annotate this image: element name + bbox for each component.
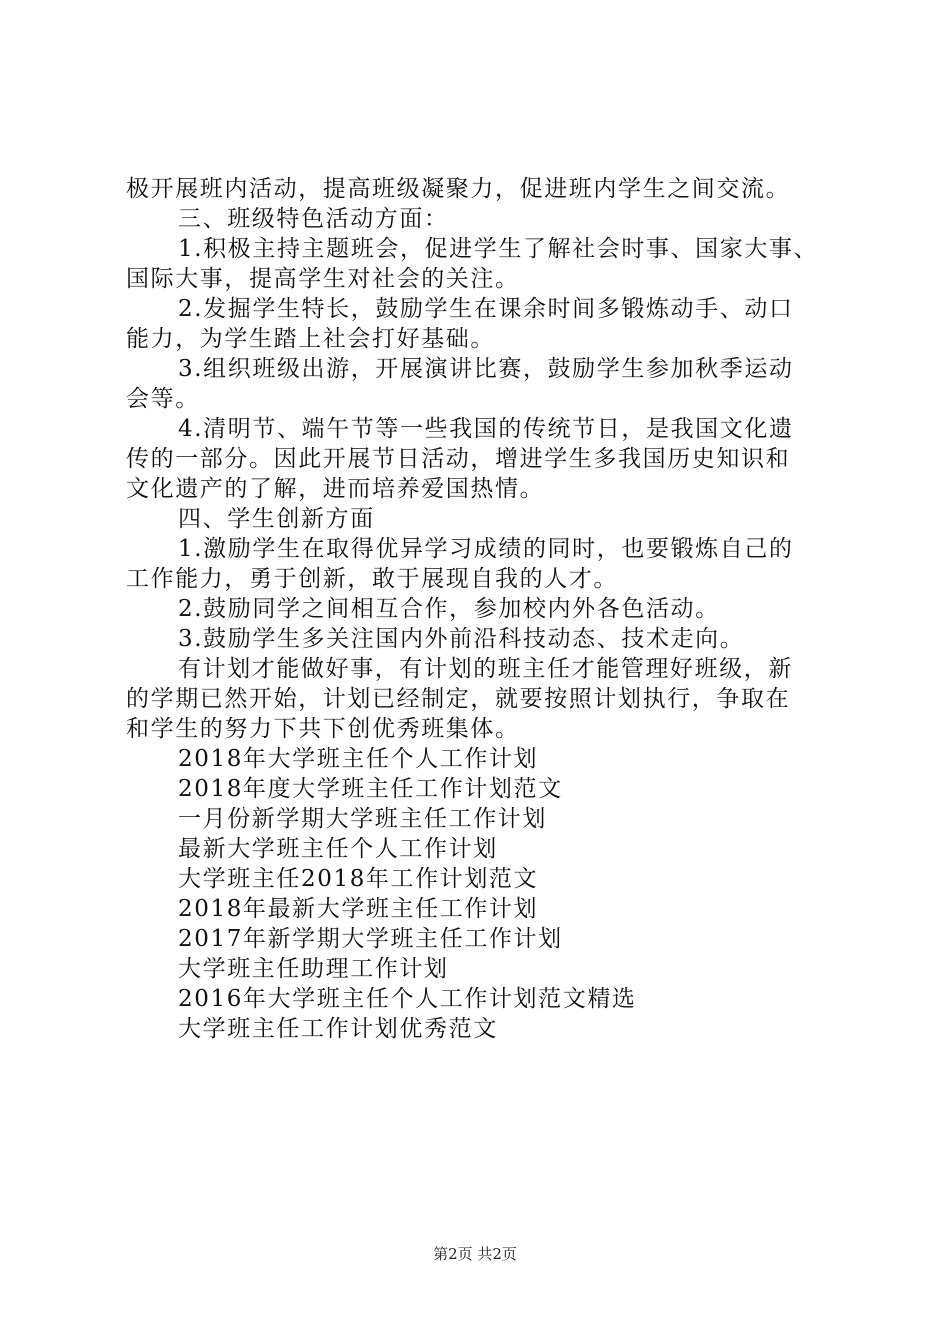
related-article-title: 一月份新学期大学班主任工作计划 [178,806,547,832]
related-article-title: 2017年新学期大学班主任工作计划 [178,926,563,952]
list-item: 1.积极主持主题班会，促进学生了解社会时事、国家大事、 [178,236,819,262]
list-item: 1.激励学生在取得优异学习成绩的同时，也要锻炼自己的 [178,536,794,562]
related-article-title: 大学班主任2018年工作计划范文 [178,866,539,892]
closing-paragraph: 有计划才能做好事，有计划的班主任才能管理好班级，新 [178,656,793,682]
list-item: 2.鼓励同学之间相互合作，参加校内外各色活动。 [178,596,720,622]
list-item-continuation: 文化遗产的了解，进而培养爱国热情。 [126,476,545,502]
related-article-title: 大学班主任工作计划优秀范文 [178,1016,498,1042]
document-body [126,174,834,1044]
list-item: 4.清明节、端午节等一些我国的传统节日，是我国文化遗 [178,416,794,442]
related-article-title: 最新大学班主任个人工作计划 [178,836,498,862]
list-item-continuation: 国际大事，提高学生对社会的关注。 [126,266,520,292]
paragraph-continuation: 极开展班内活动，提高班级凝聚力，促进班内学生之间交流。 [126,176,791,202]
section-heading: 三、班级特色活动方面： [178,206,449,232]
closing-paragraph-continuation: 和学生的努力下共下创优秀班集体。 [126,716,520,742]
related-article-title: 大学班主任助理工作计划 [178,956,449,982]
related-article-title: 2018年度大学班主任工作计划范文 [178,776,563,802]
related-article-title: 2018年大学班主任个人工作计划 [178,746,539,772]
related-article-title: 2016年大学班主任个人工作计划范文精选 [178,986,637,1012]
page-number-footer: 第2页 共2页 [433,1245,517,1263]
list-item-continuation: 能力，为学生踏上社会打好基础。 [126,326,495,352]
closing-paragraph-continuation: 的学期已然开始，计划已经制定，就要按照计划执行，争取在 [126,686,791,712]
list-item-continuation: 工作能力，勇于创新，敢于展现自我的人才。 [126,566,618,592]
section-heading: 四、学生创新方面 [178,506,375,532]
list-item: 2.发掘学生特长，鼓励学生在课余时间多锻炼动手、动口 [178,296,794,322]
list-item-continuation: 会等。 [126,386,200,412]
related-article-title: 2018年最新大学班主任工作计划 [178,896,539,922]
list-item-continuation: 传的一部分。因此开展节日活动，增进学生多我国历史知识和 [126,446,791,472]
list-item: 3.鼓励学生多关注国内外前沿科技动态、技术走向。 [178,626,745,652]
list-item: 3.组织班级出游，开展演讲比赛，鼓励学生参加秋季运动 [178,356,794,382]
